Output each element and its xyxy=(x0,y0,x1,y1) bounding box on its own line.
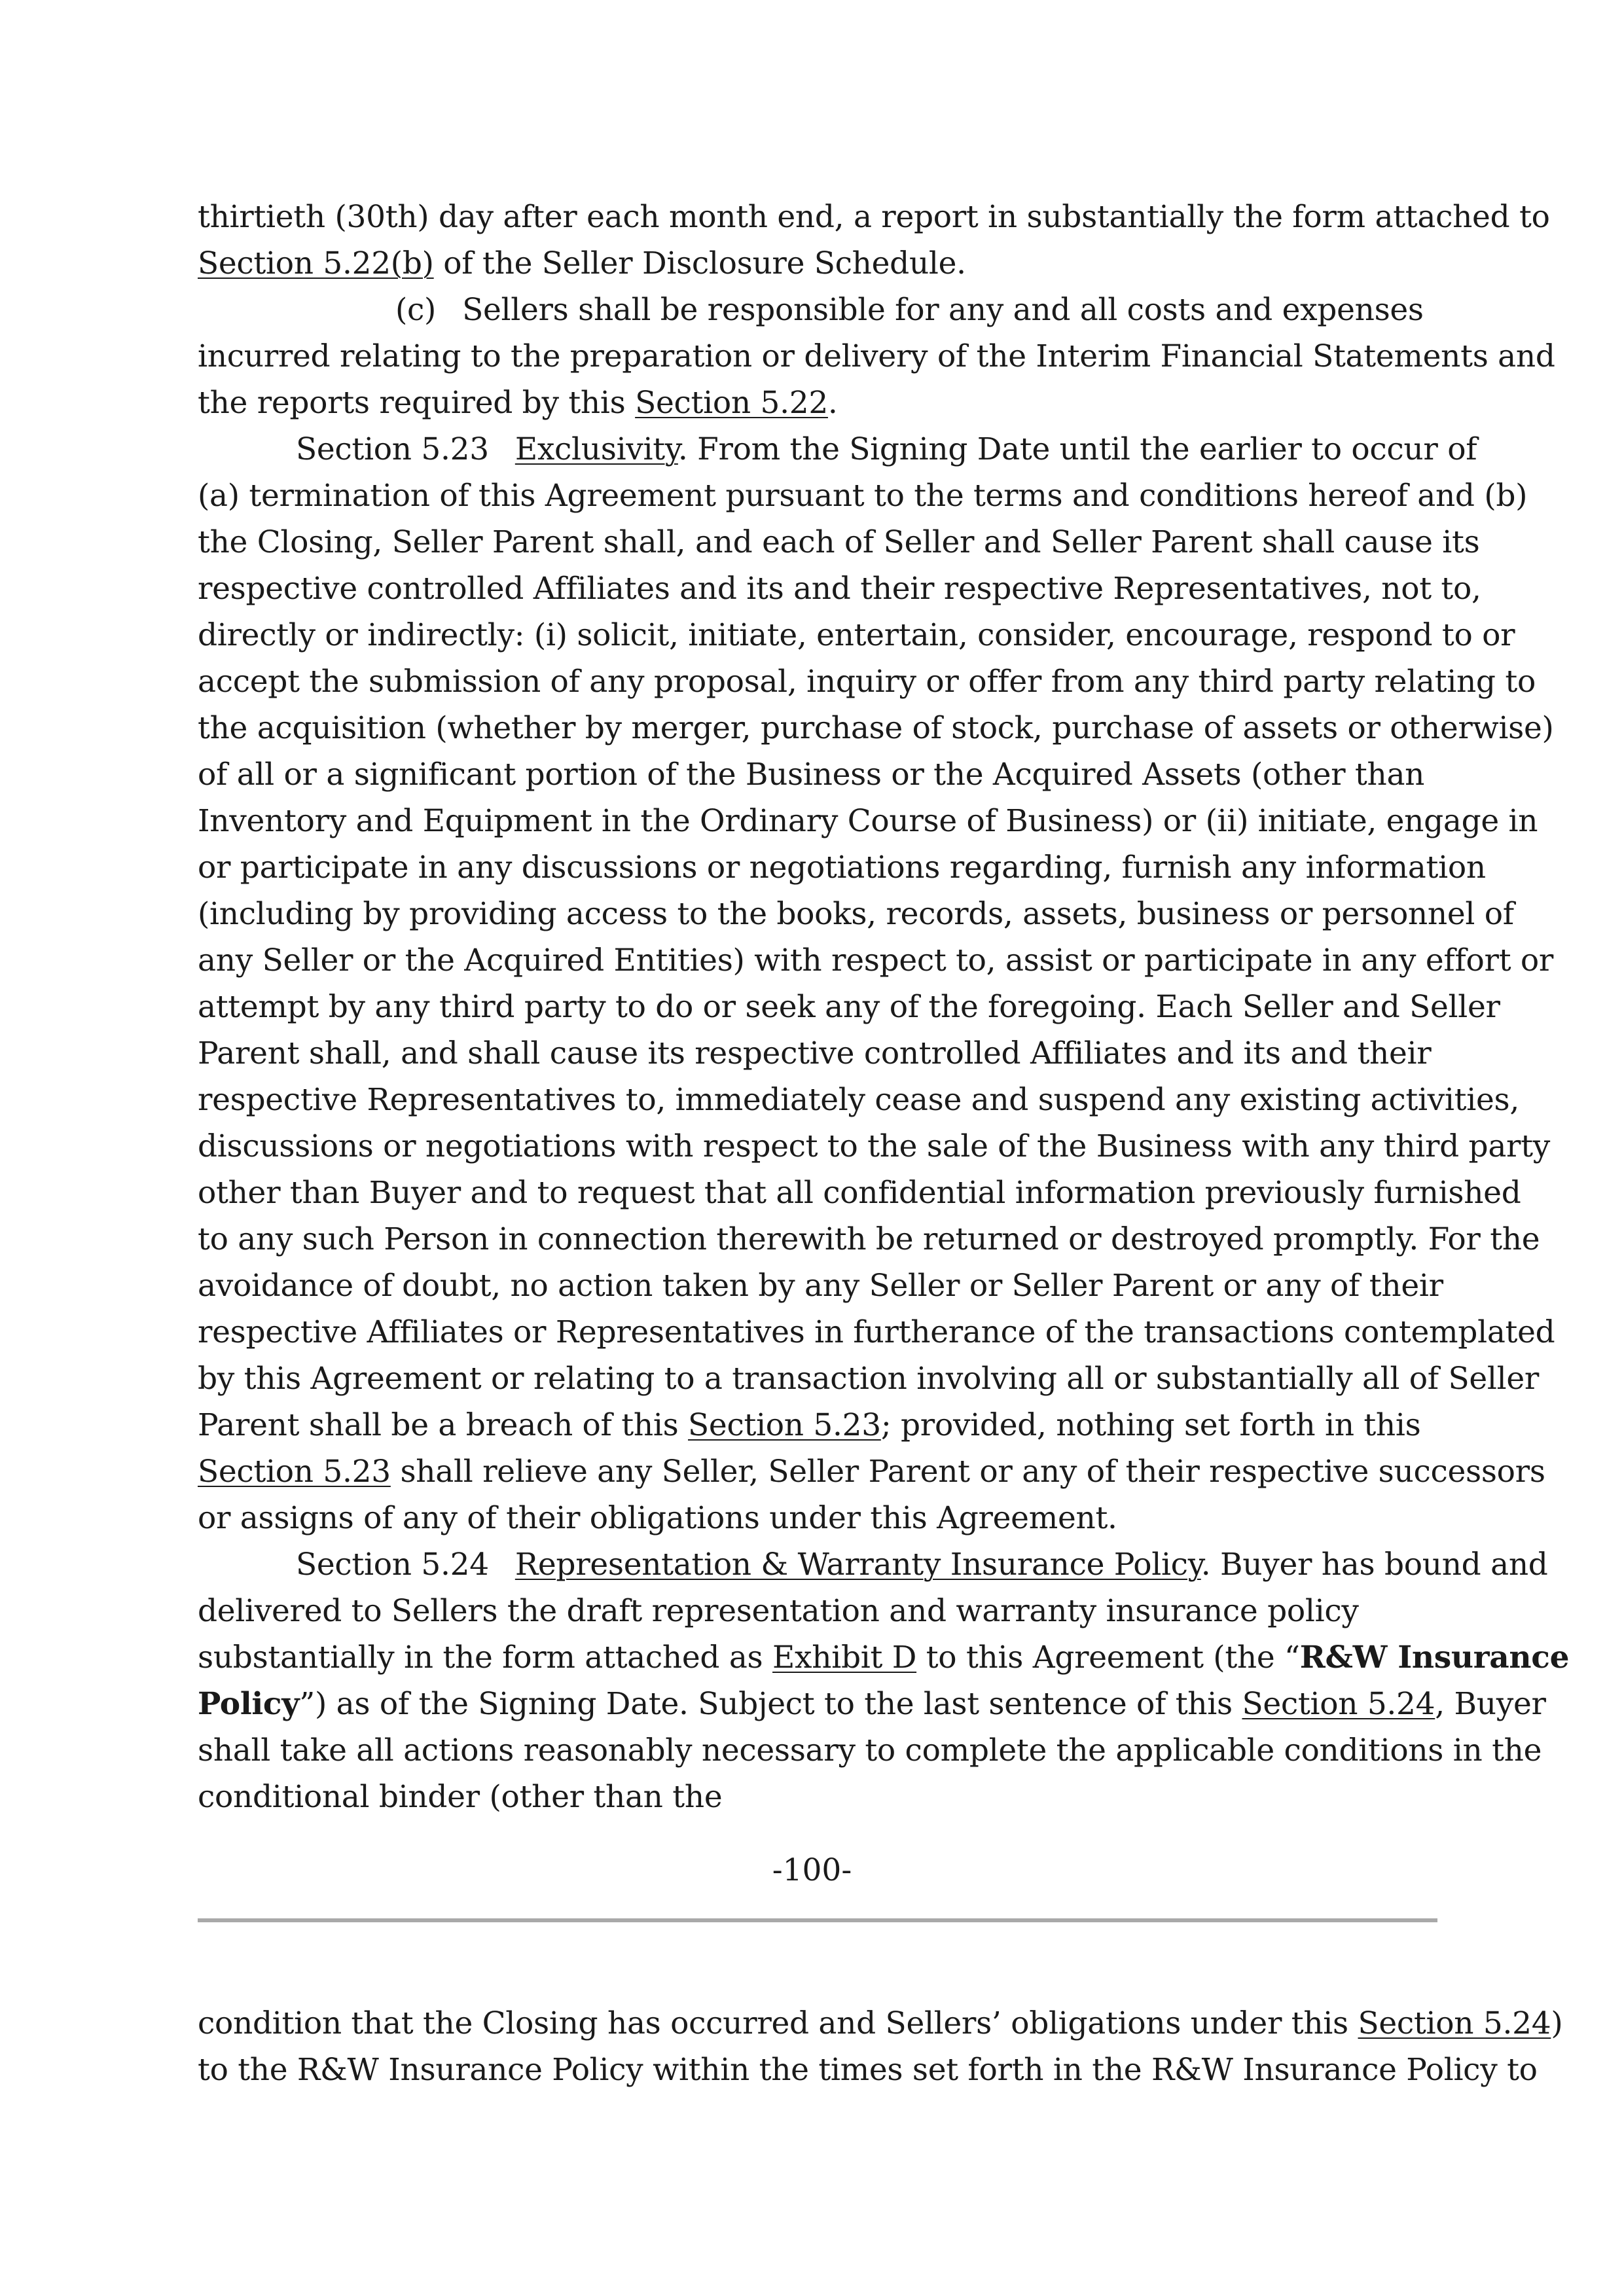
text-line xyxy=(198,1123,1551,1170)
text-line xyxy=(198,1216,1540,1263)
text-line xyxy=(198,1263,1441,1309)
text-run: (including by providing access to the books, records, assets, business or personnel of xyxy=(198,896,1514,932)
text-line xyxy=(198,194,1550,240)
text-line xyxy=(198,473,1528,519)
text-line xyxy=(198,565,1481,612)
text-run: thirtieth (30th) day after each month end, a report in substantially the form attached to xyxy=(198,199,1550,235)
text-line xyxy=(198,240,1441,287)
text-run: substantially in the form attached as xyxy=(198,1640,773,1676)
page-number: -100- xyxy=(772,1852,852,1888)
text-run: . xyxy=(827,385,838,421)
text-run: Inventory and Equipment in the Ordinary Course of Business) or (ii) initiate, engage in xyxy=(198,803,1538,839)
text-run: avoidance of doubt, no action taken by any Seller or Seller Parent or any of their xyxy=(198,1268,1443,1304)
text-run: to any such Person in connection therewith be returned or destroyed promptly. For the xyxy=(198,1221,1540,1257)
text-line xyxy=(198,1634,1570,1681)
text-line xyxy=(198,844,1486,891)
page-bottom-text xyxy=(198,2000,1563,2093)
cross-reference: Section 5.24 xyxy=(1242,1686,1435,1722)
text-run: Parent shall be a breach of this xyxy=(198,1407,689,1443)
text-run: any Seller or the Acquired Entities) with respect to, assist or participate in any effort or xyxy=(198,942,1554,978)
text-run: the Closing, Seller Parent shall, and each of Seller and Seller Parent shall cause its xyxy=(198,524,1480,560)
text-run: discussions or negotiations with respect to the sale of the Business with any third party xyxy=(198,1128,1551,1164)
text-run: the acquisition (whether by merger, purchase of stock, purchase of assets or otherwise) xyxy=(198,710,1554,746)
cross-reference: Section 5.22(b) xyxy=(198,245,434,281)
text-line xyxy=(198,984,1500,1030)
text-line xyxy=(198,1355,1540,1402)
text-line xyxy=(198,1402,1441,1448)
cross-reference: Exhibit D xyxy=(772,1640,917,1676)
text-line xyxy=(198,1448,1545,1495)
cross-reference: Section 5.23 xyxy=(198,1454,391,1490)
text-line xyxy=(198,891,1514,937)
text-line xyxy=(198,658,1536,705)
text-run: ”) as of the Signing Date. Subject to the last sentence of this xyxy=(299,1686,1242,1722)
text-line xyxy=(198,705,1554,751)
text-run: Section 5.23 xyxy=(296,431,489,467)
text-run: or assigns of any of their obligations under this Agreement. xyxy=(198,1500,1117,1536)
text-run: directly or indirectly: (i) solicit, initiate, entertain, consider, encourage, respond to or xyxy=(198,617,1515,653)
text-line xyxy=(198,1495,1441,1541)
text-run: Section 5.24 xyxy=(296,1547,489,1583)
text-run: respective Representatives to, immediately cease and suspend any existing activities, xyxy=(198,1082,1519,1118)
text-run: (c) xyxy=(395,292,437,328)
text-line xyxy=(198,1077,1519,1123)
text-run: ) xyxy=(1551,2005,1563,2041)
defined-term: Policy xyxy=(198,1686,300,1722)
text-run: shall take all actions reasonably necessary to complete the applicable conditions in the xyxy=(198,1732,1542,1768)
text-line xyxy=(198,333,1555,380)
cross-reference: Exclusivity xyxy=(514,431,678,467)
text-run: . Buyer has bound and xyxy=(1200,1547,1548,1583)
text-line xyxy=(198,2047,1538,2093)
text-line xyxy=(198,2000,1563,2047)
text-line xyxy=(198,1309,1555,1355)
text-run: incurred relating to the preparation or delivery of the Interim Financial Statements and xyxy=(198,338,1555,374)
text-run: of the Seller Disclosure Schedule. xyxy=(433,245,966,281)
text-run: the reports required by this xyxy=(198,385,636,421)
text-line xyxy=(198,1681,1546,1727)
text-run: respective Affiliates or Representatives in furtherance of the transactions contemplated xyxy=(198,1314,1555,1350)
text-run: delivered to Sellers the draft representation and warranty insurance policy xyxy=(198,1593,1359,1629)
text-line xyxy=(198,612,1515,658)
text-run: respective controlled Affiliates and its and their respective Representatives, not to, xyxy=(198,571,1481,607)
text-line xyxy=(198,798,1538,844)
cross-reference: Representation & Warranty Insurance Policy xyxy=(514,1547,1201,1583)
page-top-text xyxy=(198,194,1570,1820)
text-run: shall relieve any Seller, Seller Parent or any of their respective successors xyxy=(390,1454,1545,1490)
text-line xyxy=(198,380,1441,426)
page-divider xyxy=(198,1918,1437,1922)
text-run: or participate in any discussions or negotiations regarding, furnish any information xyxy=(198,850,1486,886)
text-run: . From the Signing Date until the earlier to occur of xyxy=(677,431,1477,467)
cross-reference: Section 5.22 xyxy=(635,385,828,421)
defined-term: R&W Insurance xyxy=(1299,1640,1570,1676)
cross-reference: Section 5.23 xyxy=(688,1407,881,1443)
text-run: other than Buyer and to request that all confidential information previously furnished xyxy=(198,1175,1521,1211)
text-run: , Buyer xyxy=(1435,1686,1546,1722)
text-run: ; provided, nothing set forth in this xyxy=(880,1407,1421,1443)
text-run: Parent shall, and shall cause its respective controlled Affiliates and its and their xyxy=(198,1035,1432,1071)
text-line xyxy=(198,1774,1441,1820)
text-run: conditional binder (other than the xyxy=(198,1779,723,1815)
text-run: condition that the Closing has occurred and Sellers’ obligations under this xyxy=(198,2005,1358,2041)
text-run: by this Agreement or relating to a transaction involving all or substantially all of Seller xyxy=(198,1361,1540,1397)
text-run: attempt by any third party to do or seek any of the foregoing. Each Seller and Seller xyxy=(198,989,1500,1025)
cross-reference: Section 5.24 xyxy=(1358,2005,1551,2041)
text-line xyxy=(198,1170,1521,1216)
text-run: to this Agreement (the “ xyxy=(916,1640,1300,1676)
text-line xyxy=(198,1541,1548,1588)
text-run: (a) termination of this Agreement pursuant to the terms and conditions hereof and (b) xyxy=(198,478,1528,514)
text-line xyxy=(198,519,1480,565)
text-run: of all or a significant portion of the Business or the Acquired Assets (other than xyxy=(198,757,1425,793)
text-line xyxy=(198,937,1554,984)
text-line xyxy=(198,287,1441,333)
text-run: to the R&W Insurance Policy within the times set forth in the R&W Insurance Policy to xyxy=(198,2052,1538,2088)
text-line xyxy=(198,751,1441,798)
text-line xyxy=(198,1727,1542,1774)
text-line xyxy=(198,1030,1441,1077)
text-run: accept the submission of any proposal, inquiry or offer from any third party relating to xyxy=(198,664,1536,700)
text-line xyxy=(198,426,1477,473)
text-line xyxy=(198,1588,1441,1634)
text-run: Sellers shall be responsible for any and all costs and expenses xyxy=(462,292,1424,328)
